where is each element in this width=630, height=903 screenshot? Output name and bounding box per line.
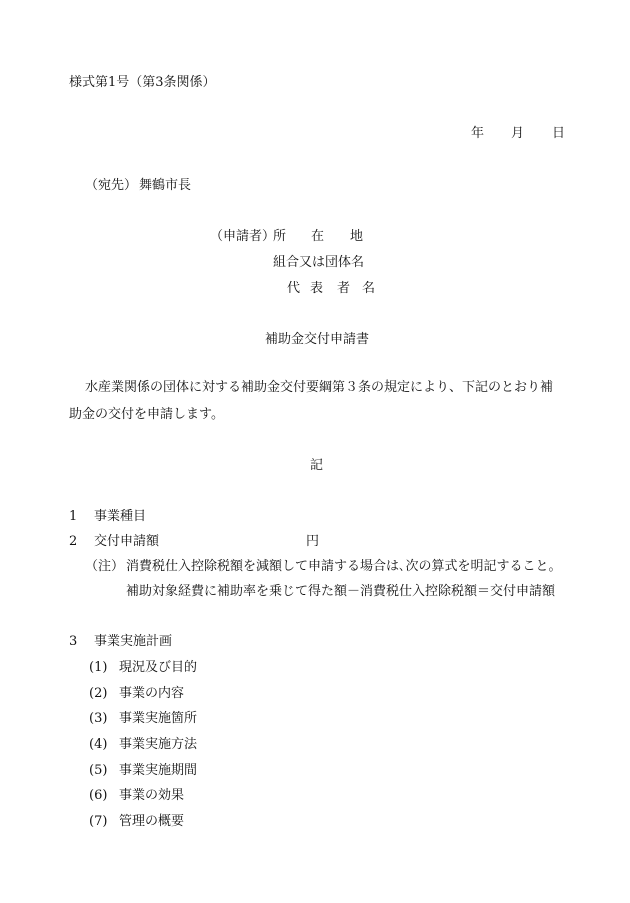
item-2-label: 交付申請額	[94, 534, 160, 549]
subitem-number: (4)	[89, 737, 108, 752]
form-label: 様式第1号（第3条関係）	[69, 75, 216, 90]
note-line-2: 補助対象経費に補助率を乗じて得た額－消費税仕入控除税額＝交付申請額	[126, 584, 556, 599]
applicant-label: （申請者）	[210, 229, 276, 244]
subitem-label: 事業実施方法	[119, 737, 198, 752]
rep-char-4: 名	[362, 281, 376, 296]
body-line-2: 助金の交付を申請します。	[69, 407, 224, 422]
subitem-number: (6)	[89, 788, 108, 803]
date-year: 年	[471, 126, 485, 141]
note-prefix: （注）	[85, 559, 125, 574]
note-line-1: 消費税仕入控除税額を減額して申請する場合は､次の算式を明記すること｡	[126, 559, 556, 574]
addressee-prefix: （宛先）	[85, 178, 138, 193]
item-3-number: 3	[69, 634, 78, 649]
subitem-label: 事業実施箇所	[119, 711, 198, 726]
date-day: 日	[552, 126, 566, 141]
item-1-label: 事業種目	[94, 509, 147, 524]
subitem-label: 事業の内容	[119, 686, 185, 701]
subitem-label: 現況及び目的	[119, 660, 198, 675]
address-char-1: 所	[273, 229, 287, 244]
subitem-label: 管理の概要	[119, 814, 185, 829]
item-3-label: 事業実施計画	[94, 634, 173, 649]
subitem-number: (2)	[89, 686, 108, 701]
document-title: 補助金交付申請書	[265, 332, 370, 347]
address-char-3: 地	[350, 229, 364, 244]
subitem-number: (1)	[89, 660, 108, 675]
subitem-number: (5)	[89, 763, 108, 778]
ki-heading: 記	[310, 458, 324, 473]
subitem-label: 事業実施期間	[119, 763, 198, 778]
rep-char-3: 者	[337, 281, 351, 296]
item-1-number: 1	[69, 509, 78, 524]
subitem-number: (3)	[89, 711, 108, 726]
item-2-unit: 円	[306, 534, 320, 549]
rep-char-2: 表	[310, 281, 324, 296]
date-month: 月	[511, 126, 525, 141]
item-2-number: 2	[69, 534, 78, 549]
rep-char-1: 代	[287, 281, 301, 296]
subitem-label: 事業の効果	[119, 788, 185, 803]
address-char-2: 在	[311, 229, 325, 244]
subitem-number: (7)	[89, 814, 108, 829]
addressee-name: 舞鶴市長	[139, 178, 192, 193]
body-line-1: 水産業関係の団体に対する補助金交付要綱第３条の規定により、下記のとおり補	[85, 380, 554, 395]
org-name-label: 組合又は団体名	[273, 255, 365, 270]
